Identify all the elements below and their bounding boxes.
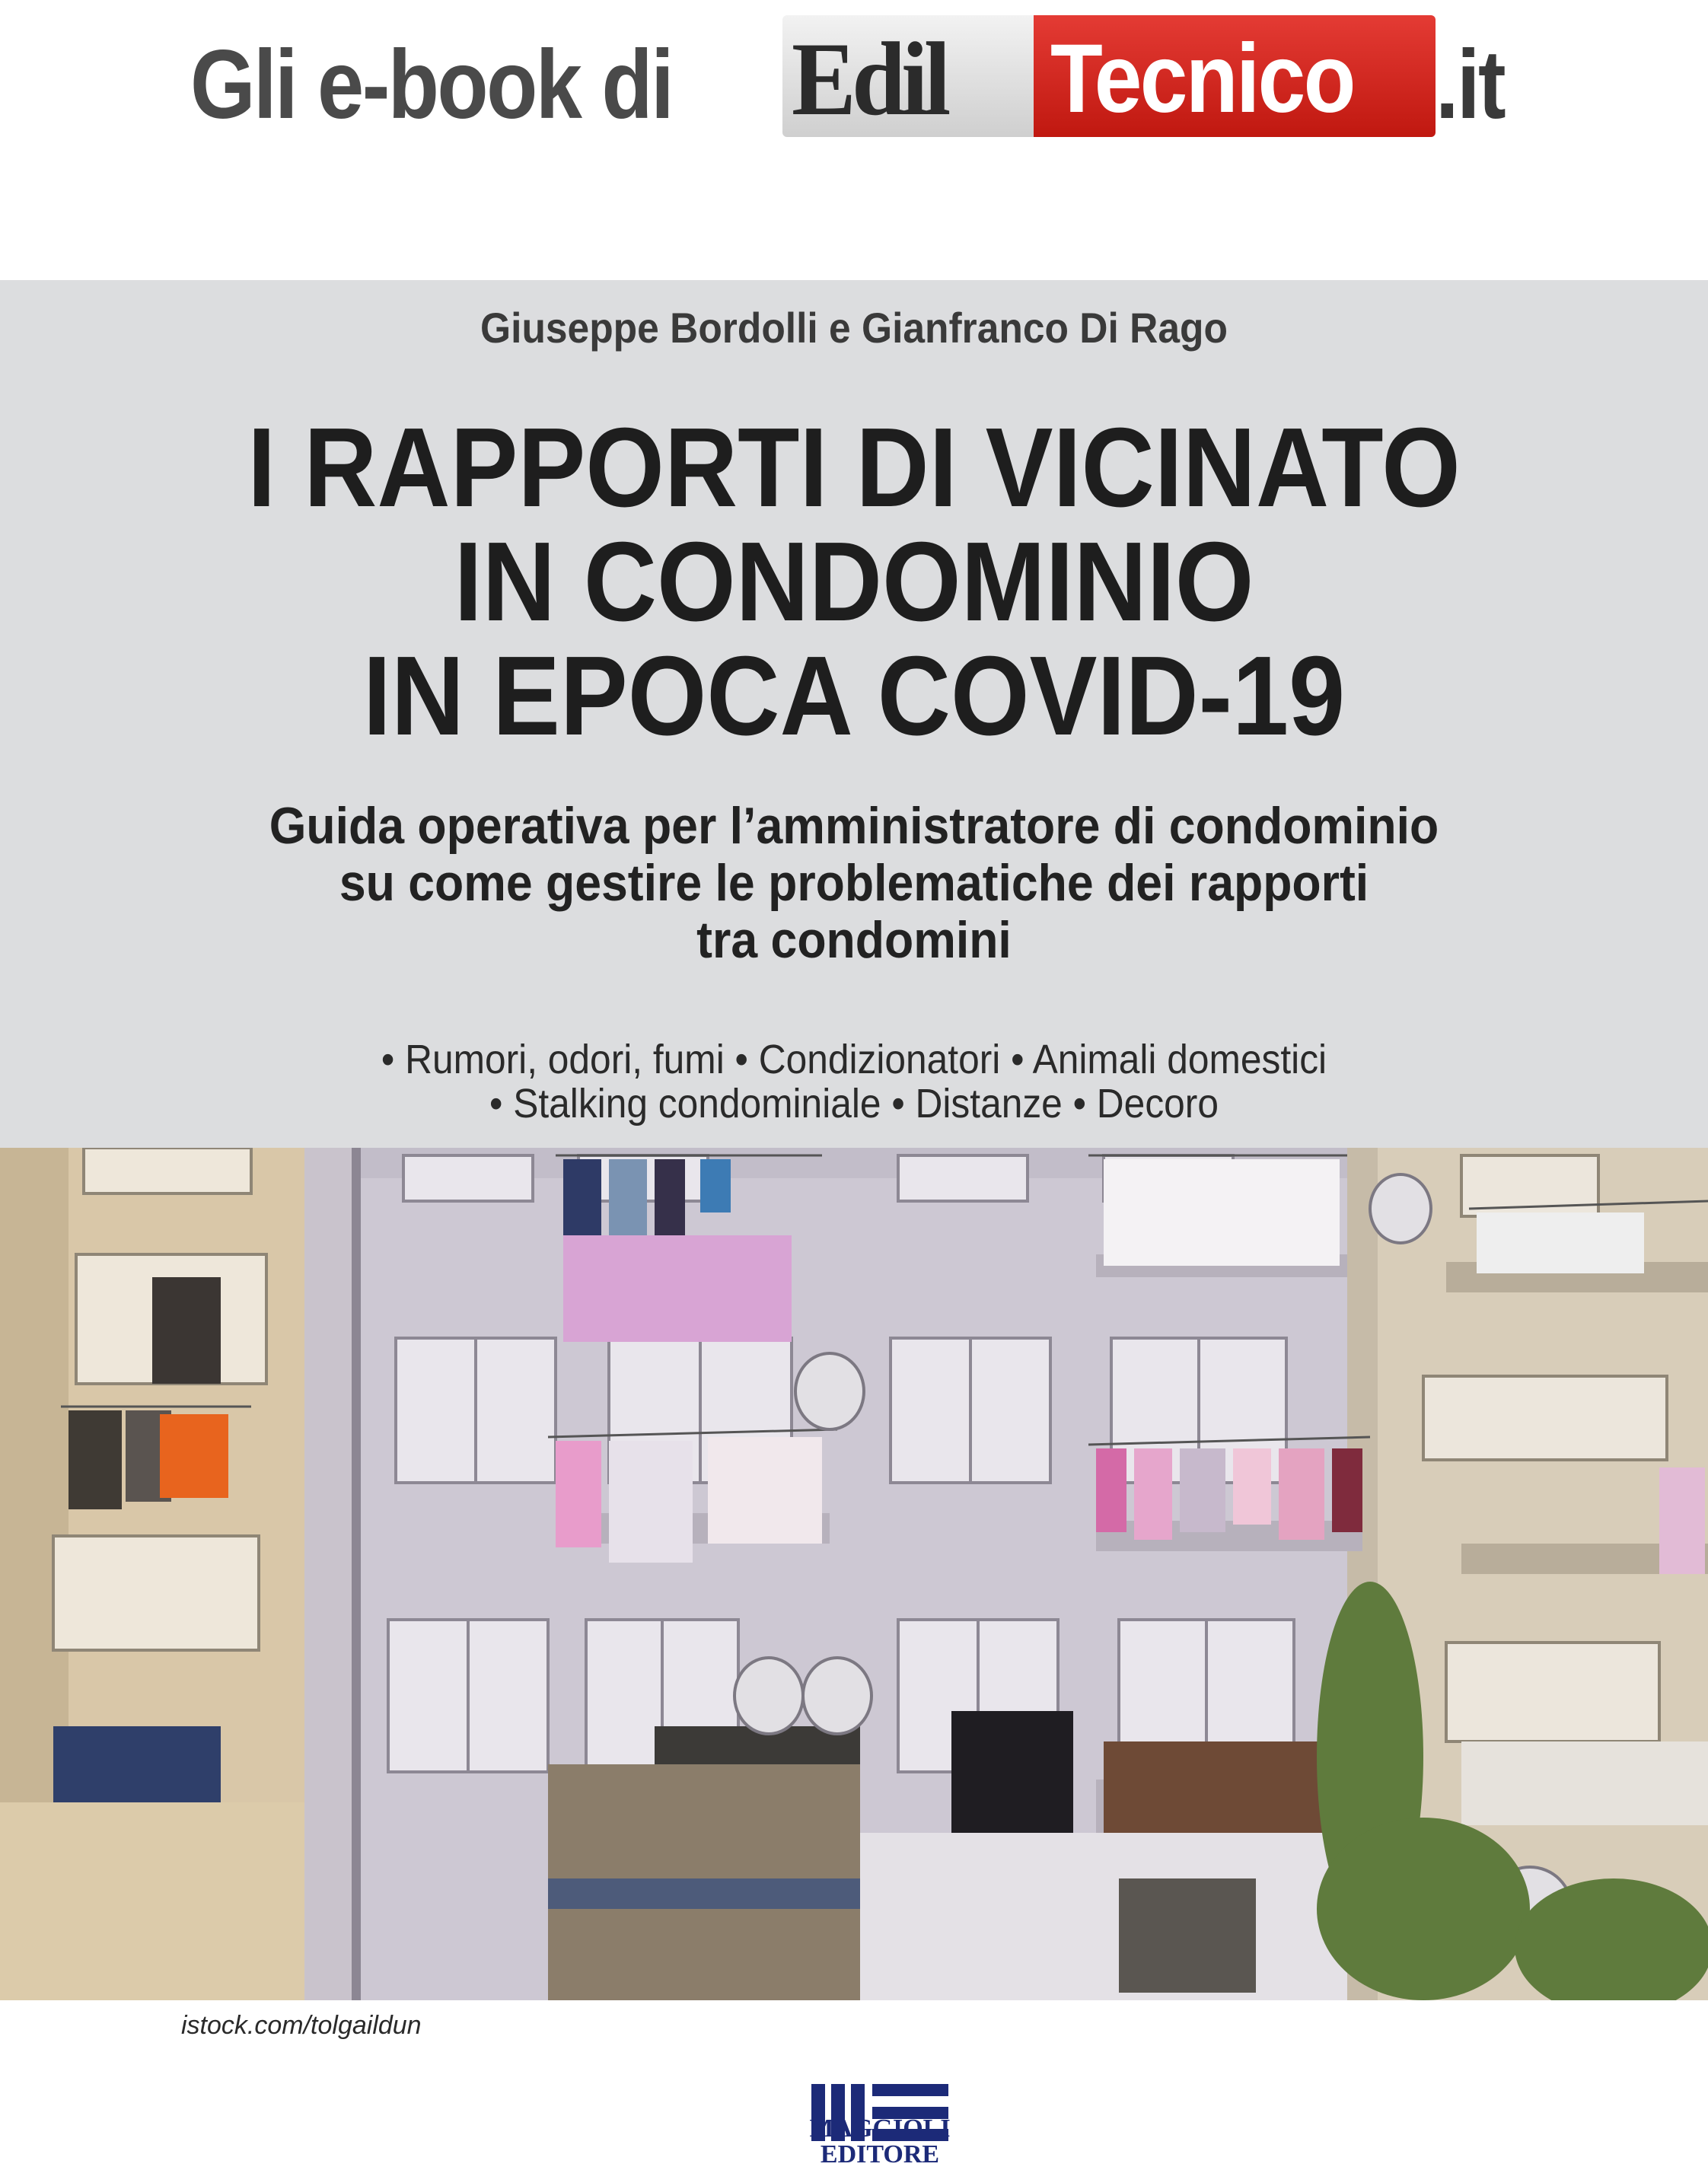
authors: Giuseppe Bordolli e Gianfranco Di Rago <box>480 304 1228 352</box>
publisher-name <box>792 2116 968 2168</box>
topics-line: • Stalking condominiale • Distanze • Decoro <box>489 1081 1219 1126</box>
subtitle-line: su come gestire le problematiche dei rapporti <box>339 854 1369 912</box>
series-header <box>0 0 1708 183</box>
book-title <box>0 405 1708 759</box>
title-line: IN CONDOMINIO <box>454 519 1254 645</box>
apartment-building-image <box>0 1148 1708 2000</box>
book-subtitle <box>0 798 1708 969</box>
cover-photo <box>0 1148 1708 2000</box>
publisher-name-line: EDITORE <box>820 2140 940 2168</box>
title-panel <box>0 280 1708 1148</box>
brand-logo-tecnico <box>1034 15 1436 137</box>
topics-list <box>0 1037 1708 1126</box>
title-line: I RAPPORTI DI VICINATO <box>247 405 1461 531</box>
title-line: IN EPOCA COVID-19 <box>362 633 1346 759</box>
brand-domain-suffix: .it <box>1436 30 1505 139</box>
subtitle-line: tra condomini <box>696 911 1012 969</box>
series-prefix: Gli e-book di <box>190 30 673 139</box>
brand-edil-text: Edil <box>792 21 947 137</box>
subtitle-line: Guida operativa per l’amministratore di condominio <box>269 797 1439 855</box>
publisher-name-line: MAGGIOLI <box>809 2114 951 2143</box>
brand-logo-edil <box>782 15 1034 137</box>
topics-line: • Rumori, odori, fumi • Condizionatori • Animali domestici <box>381 1037 1327 1082</box>
brand-tecnico-text: Tecnico <box>1050 24 1354 133</box>
photo-credit: istock.com/tolgaildun <box>181 2011 422 2040</box>
